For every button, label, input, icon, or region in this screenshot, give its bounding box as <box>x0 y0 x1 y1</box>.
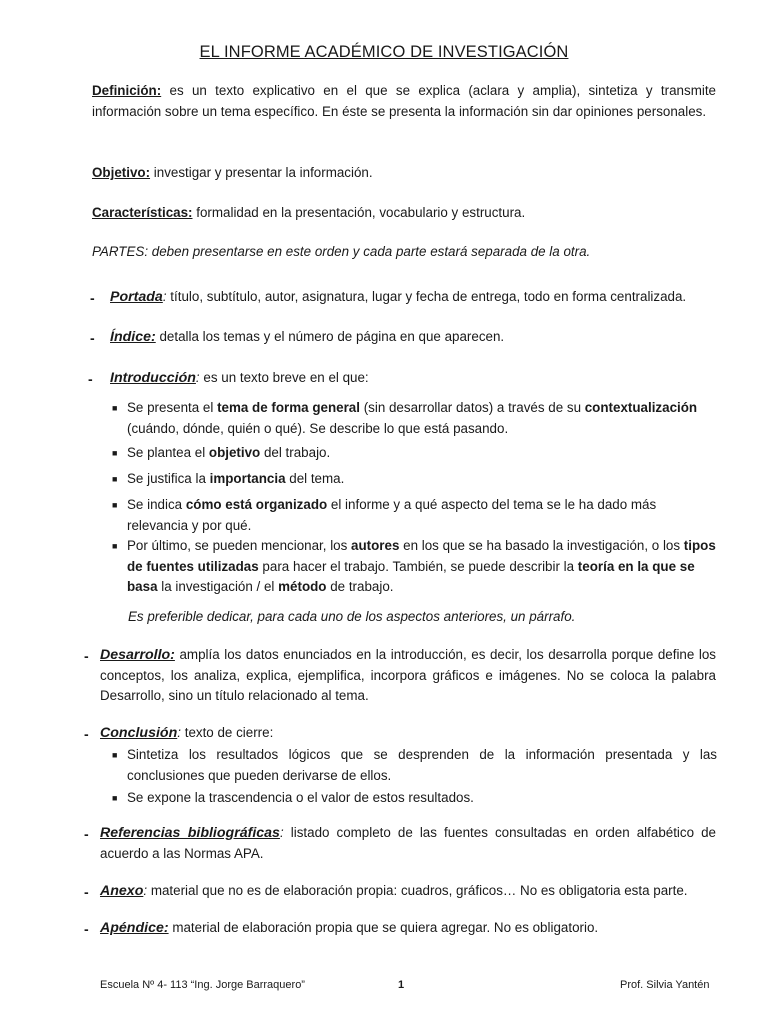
bullet-marker: ■ <box>112 750 118 760</box>
introduccion-bullet-5: Por último, se pueden mencionar, los autores en los que se ha basado la investigación, o los tipos de fuentes utilizadas para hacer el trabajo. También, se puede describir la teoría en la que se basa la investigación / el método de trabajo. <box>127 538 716 594</box>
dash-marker: - <box>88 371 93 387</box>
bullet-marker: ■ <box>112 541 118 551</box>
definicion-text: es un texto explicativo en el que se explica (aclara y amplia), sintetiza y transmite información sobre un tema específico. En éste se presenta la información sin dar opiniones personales. <box>92 83 716 119</box>
bullet-marker: ■ <box>112 403 118 413</box>
objetivo-label: Objetivo: <box>92 165 151 180</box>
partes-intro: PARTES: deben presentarse en este orden y cada parte estará separada de la otra. <box>92 244 591 259</box>
introduccion-text: es un texto breve en el que: <box>203 370 369 385</box>
dash-marker: - <box>84 921 89 937</box>
dash-marker: - <box>84 648 89 664</box>
bullet-marker: ■ <box>112 793 118 803</box>
desarrollo-item <box>100 645 716 707</box>
portada-item: Portada: título, subtítulo, autor, asignatura, lugar y fecha de entrega, todo en forma centralizada. <box>110 289 687 305</box>
bullet-marker: ■ <box>112 500 118 510</box>
footer-school: Escuela Nº 4- 113 “Ing. Jorge Barraquero” <box>100 979 305 991</box>
conclusion-bullet-1: Sintetiza los resultados lógicos que se desprenden de la información presentada y las conclusiones que pueden derivarse de ellos. <box>127 747 717 783</box>
introduccion-label: Introducción <box>110 370 196 386</box>
portada-text: título, subtítulo, autor, asignatura, lugar y fecha de entrega, todo en forma centralizada. <box>170 289 687 304</box>
indice-text: detalla los temas y el número de página en que aparecen. <box>159 329 505 344</box>
bullet-marker: ■ <box>112 448 118 458</box>
anexo-text: material que no es de elaboración propia: cuadros, gráficos… No es obligatoria esta parte. <box>150 883 688 898</box>
footer-page-number: 1 <box>398 979 405 991</box>
referencias-item: Referencias bibliográficas: listado completo de las fuentes consultadas en orden alfabético de acuerdo a las Normas APA. <box>100 825 716 861</box>
desarrollo-label: Desarrollo: <box>100 647 175 663</box>
introduccion-item: Introducción: es un texto breve en el que: <box>110 370 369 386</box>
desarrollo-text: amplía los datos enunciados en la introducción, es decir, los desarrolla porque define los conceptos, los analiza, explica, ejemplifica, incorpora gráficos e imágenes. No se coloca la palabra Desarrollo, sino un título relacionado al tema. <box>100 647 716 703</box>
apendice-label: Apéndice: <box>100 920 169 936</box>
bullet-marker: ■ <box>112 474 118 484</box>
apendice-item <box>100 918 720 939</box>
conclusion-item: Conclusión: texto de cierre: <box>100 725 274 741</box>
objetivo-text: investigar y presentar la información. <box>153 165 373 180</box>
page-title: EL INFORME ACADÉMICO DE INVESTIGACIÓN <box>199 43 569 61</box>
dash-marker: - <box>90 330 95 346</box>
conclusion-text: texto de cierre: <box>184 725 274 740</box>
introduccion-note: Es preferible dedicar, para cada uno de los aspectos anteriores, un párrafo. <box>128 609 576 624</box>
indice-label: Índice: <box>110 329 156 345</box>
dash-marker: - <box>84 884 89 900</box>
referencias-label: Referencias bibliográficas <box>100 825 280 841</box>
anexo-label: Anexo <box>100 883 144 899</box>
portada-label: Portada <box>110 289 163 305</box>
referencias-text: listado completo de las fuentes consultadas en orden alfabético de acuerdo a las Normas APA. <box>100 825 716 861</box>
footer-author: Prof. Silvia Yantén <box>620 979 710 991</box>
definicion-label: Definición: <box>92 83 162 98</box>
indice-item <box>110 327 720 348</box>
caracteristicas-text: formalidad en la presentación, vocabulario y estructura. <box>196 205 526 220</box>
introduccion-bullet-3: Se justifica la importancia del tema. <box>127 471 345 486</box>
caracteristicas-label: Características: <box>92 205 193 220</box>
dash-marker: - <box>84 726 89 742</box>
conclusion-bullet-2: Se expone la trascendencia o el valor de estos resultados. <box>127 790 474 805</box>
dash-marker: - <box>84 826 89 842</box>
conclusion-label: Conclusión <box>100 725 178 741</box>
caracteristicas-paragraph <box>92 203 716 224</box>
definicion-paragraph <box>92 81 716 122</box>
introduccion-bullet-1: Se presenta el tema de forma general (sin desarrollar datos) a través de su contextualización (cuándo, dónde, quién o qué). Se describe lo que está pasando. <box>127 400 698 436</box>
anexo-item: Anexo: material que no es de elaboración propia: cuadros, gráficos… No es obligatoria esta parte. <box>100 883 688 899</box>
introduccion-bullet-4: Se indica cómo está organizado el informe y a qué aspecto del tema se le ha dado más relevancia y por qué. <box>127 497 657 533</box>
dash-marker: - <box>90 290 95 306</box>
apendice-text: material de elaboración propia que se quiera agregar. No es obligatorio. <box>172 920 599 935</box>
objetivo-paragraph <box>92 163 716 184</box>
introduccion-bullet-2: Se plantea el objetivo del trabajo. <box>127 445 331 460</box>
